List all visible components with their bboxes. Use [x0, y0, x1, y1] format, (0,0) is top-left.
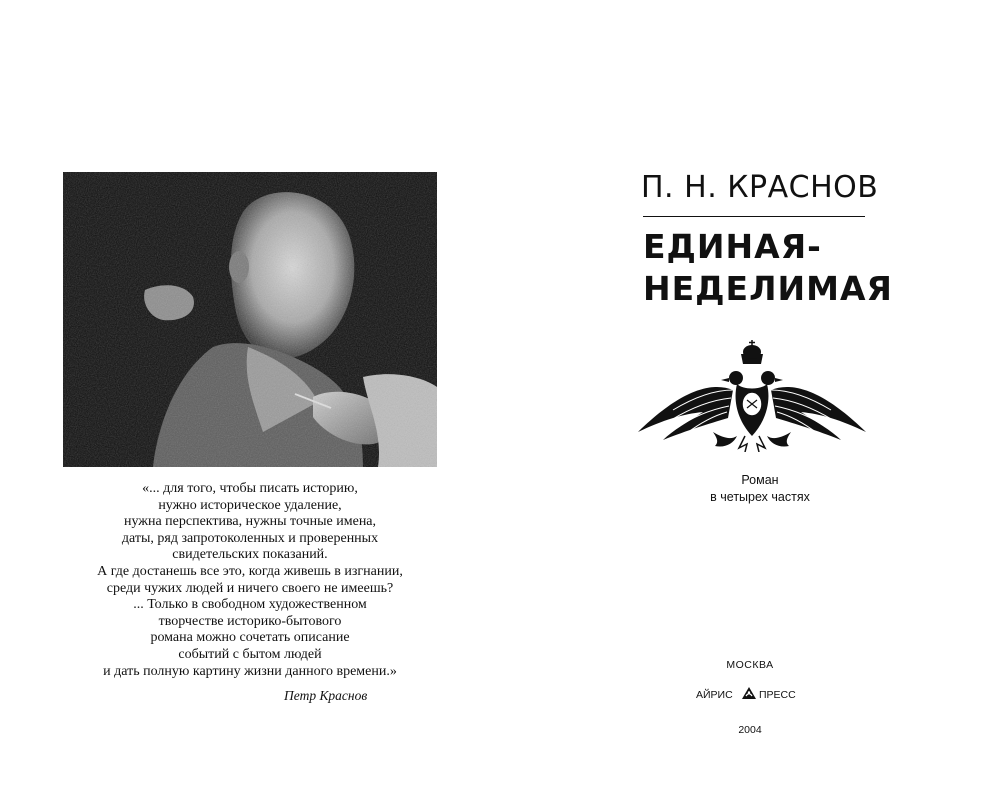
genre-line: Роман — [741, 473, 779, 487]
quote-line: среди чужих людей и ничего своего не имеешь? — [106, 580, 394, 596]
quote-attribution: Петр Краснов — [284, 688, 368, 703]
quote-line: романа можно сочетать описание — [150, 630, 350, 646]
publisher-name-right: ПРЕСС — [759, 689, 796, 701]
quote-line: нужна перспектива, нужны точные имена, — [123, 514, 377, 530]
quote-line: творчестве историко-бытового — [158, 613, 342, 629]
quote-line: даты, ряд запротоколенных и проверенных — [121, 530, 379, 546]
double-headed-eagle-emblem — [633, 340, 871, 452]
quote-line: и дать полную картину жизни данного времени.» — [103, 663, 397, 679]
publication-city: МОСКВА — [726, 659, 774, 671]
quote-line: событий с бытом людей — [178, 646, 322, 662]
book-author: П. Н. КРАСНОВ — [641, 170, 879, 205]
quote-line: свидетельских показаний. — [172, 547, 328, 563]
publisher-logo-icon — [741, 686, 757, 700]
title-line: ЕДИНАЯ- — [643, 227, 822, 266]
quote-line: нужно историческое удаление, — [158, 497, 342, 513]
book-title — [643, 226, 893, 310]
title-divider — [643, 216, 865, 217]
publisher-name-left: АЙРИС — [696, 689, 733, 701]
quote-line: А где достанешь все это, когда живешь в изгнании, — [97, 563, 403, 579]
genre-note — [690, 472, 830, 506]
author-portrait-photo — [63, 172, 437, 467]
quote-line: ... Только в свободном художественном — [133, 597, 367, 613]
genre-line: в четырех частях — [710, 490, 810, 504]
quote-line: «... для того, чтобы писать историю, — [142, 481, 358, 496]
publication-year: 2004 — [738, 724, 762, 736]
title-line: НЕДЕЛИМАЯ — [643, 269, 893, 308]
epigraph-quote — [40, 481, 460, 680]
publisher-imprint — [690, 686, 810, 704]
